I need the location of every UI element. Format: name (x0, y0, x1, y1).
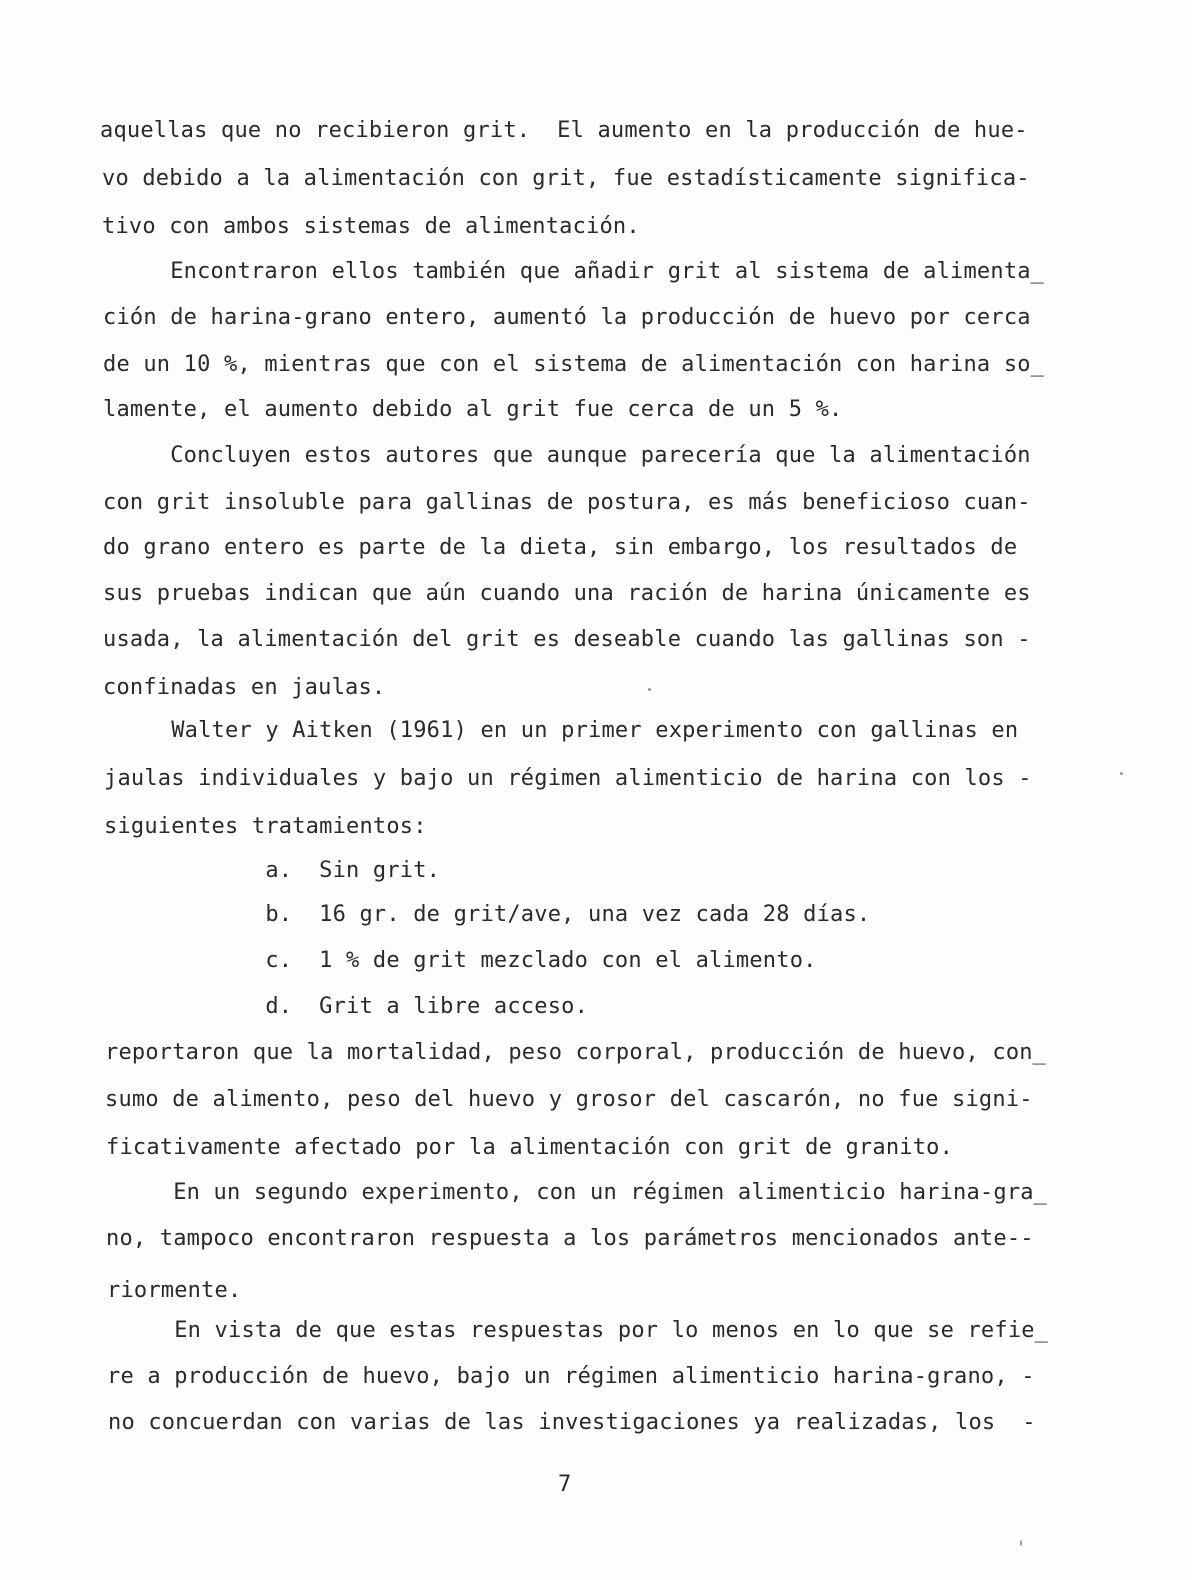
text-line-24: En un segundo experimento, con un régimen alimenticio harina-gra̲ (106, 1180, 1047, 1205)
text-line-7: lamente, el aumento debido al grit fue cerca de un 5 %. (103, 397, 843, 422)
text-line-8: Concluyen estos autores que aunque parecería que la alimentación (103, 443, 1031, 468)
text-line-9: con grit insoluble para gallinas de postura, es más beneficioso cuan- (103, 490, 1031, 515)
text-line-22: sumo de alimento, peso del huevo y grosor del cascarón, no fue signi- (105, 1087, 1033, 1112)
scan-speck (648, 688, 651, 691)
scan-speck (1020, 1540, 1022, 1546)
text-line-13: confinadas en jaulas. (103, 675, 386, 700)
text-line-10: do grano entero es parte de la dieta, sin embargo, los resultados de (103, 535, 1018, 560)
text-line-26: riormente. (107, 1278, 242, 1303)
scan-speck (1120, 772, 1123, 775)
text-line-2: vo debido a la alimentación con grit, fue estadísticamente significa- (102, 166, 1030, 191)
text-line-28: re a producción de huevo, bajo un régimen alimenticio harina-grano, - (107, 1364, 1035, 1389)
text-line-11: sus pruebas indican que aún cuando una ración de harina únicamente es (103, 581, 1031, 606)
page-number: 7 (558, 1472, 572, 1497)
list-item-a: a. Sin grit. (104, 858, 441, 883)
text-line-5: ción de harina-grano entero, aumentó la producción de huevo por cerca (103, 305, 1031, 330)
text-line-27: En vista de que estas respuestas por lo menos en lo que se refie̲ (107, 1318, 1048, 1343)
text-line-16: siguientes tratamientos: (104, 814, 427, 839)
text-line-25: no, tampoco encontraron respuesta a los parámetros mencionados ante-- (106, 1226, 1034, 1251)
text-line-3: tivo con ambos sistemas de alimentación. (102, 214, 640, 239)
text-line-4: Encontraron ellos también que añadir grit al sistema de alimenta̲ (103, 259, 1044, 284)
list-item-d: d. Grit a libre acceso. (104, 994, 589, 1019)
text-line-15: jaulas individuales y bajo un régimen alimenticio de harina con los - (104, 766, 1032, 791)
text-line-23: ficativamente afectado por la alimentación con grit de granito. (106, 1135, 954, 1160)
list-item-b: b. 16 gr. de grit/ave, una vez cada 28 días. (104, 902, 871, 927)
list-item-c: c. 1 % de grit mezclado con el alimento. (104, 948, 817, 973)
text-line-21: reportaron que la mortalidad, peso corporal, producción de huevo, con̲ (105, 1040, 1046, 1065)
text-line-12: usada, la alimentación del grit es deseable cuando las gallinas son - (103, 627, 1031, 652)
text-line-1: aquellas que no recibieron grit. El aumento en la producción de hue- (100, 118, 1028, 143)
text-line-29: no concuerdan con varias de las investigaciones ya realizadas, los - (108, 1410, 1036, 1435)
text-line-14: Walter y Aitken (1961) en un primer experimento con gallinas en (104, 718, 1019, 743)
text-line-6: de un 10 %, mientras que con el sistema de alimentación con harina so̲ (103, 352, 1044, 377)
